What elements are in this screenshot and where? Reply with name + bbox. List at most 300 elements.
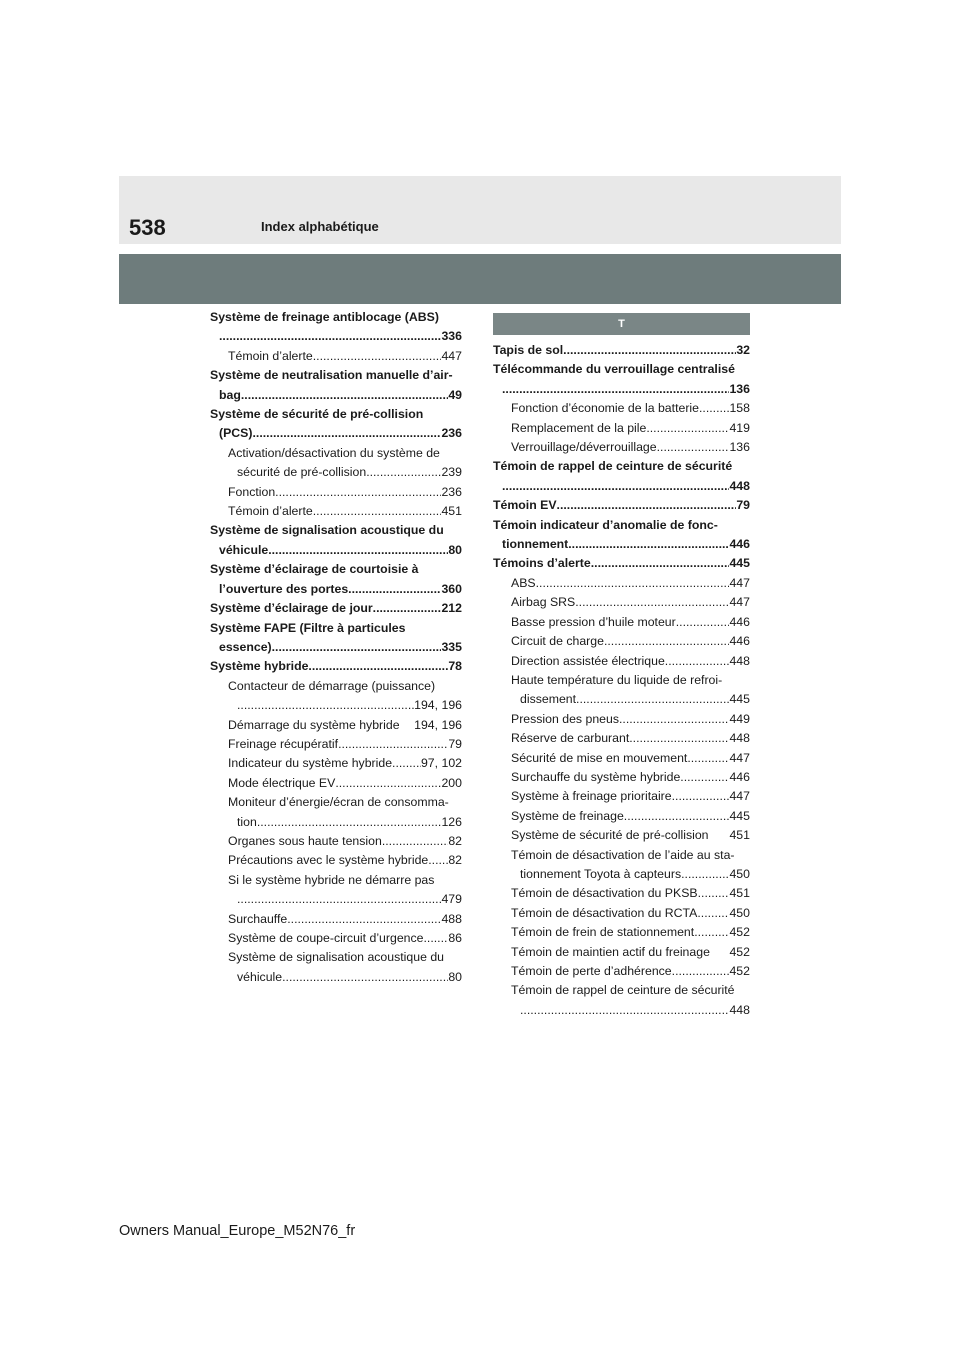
leader-dots xyxy=(241,386,448,405)
index-entry-line xyxy=(228,774,462,793)
leader-dots xyxy=(657,438,730,457)
index-entry-line xyxy=(228,968,462,987)
index-subentry xyxy=(493,613,750,632)
index-entry-line xyxy=(511,865,750,884)
index-entry-line xyxy=(511,710,750,729)
index-page-ref: 445 xyxy=(729,692,750,707)
index-subentry xyxy=(493,749,750,768)
index-entry-term: Surchauffe xyxy=(228,911,288,926)
index-page-ref: 452 xyxy=(729,964,750,978)
index-entry-line xyxy=(210,366,462,385)
index-entry-term: Fonction d’économie de la batterie xyxy=(511,401,699,416)
index-entry-term: Témoin EV xyxy=(493,498,557,513)
leader-dots xyxy=(392,754,421,773)
index-entry-line xyxy=(493,477,750,496)
index-page-ref: 97, 102 xyxy=(420,756,462,771)
index-entry-term: Circuit de charge xyxy=(511,634,604,649)
index-entry-term: sécurité de pré-collision xyxy=(237,465,367,480)
index-subentry xyxy=(210,735,462,754)
letter-heading-t: T xyxy=(493,313,750,335)
index-subentry xyxy=(493,768,750,787)
index-entry-line xyxy=(493,535,750,554)
index-entry-line xyxy=(210,541,462,560)
leader-dots xyxy=(697,904,729,923)
index-entry-term: Mode électrique EV xyxy=(228,775,336,790)
index-page-ref: 236 xyxy=(441,484,462,499)
leader-dots xyxy=(520,1001,729,1020)
index-entry-line xyxy=(511,768,750,787)
index-page-ref: 32 xyxy=(736,343,750,357)
index-subentry xyxy=(210,929,462,948)
index-entry-line xyxy=(228,502,462,521)
leader-dots xyxy=(348,580,441,599)
leader-dots xyxy=(672,787,730,806)
index-entry-term: l’ouverture des portes xyxy=(219,581,349,596)
index-page-ref: 136 xyxy=(729,440,750,455)
leader-dots xyxy=(237,696,414,715)
index-entry-line xyxy=(210,619,462,638)
index-entry-term: Remplacement de la pile xyxy=(511,420,647,435)
leader-dots xyxy=(699,399,729,418)
index-page-ref: 194, 196 xyxy=(414,698,462,713)
index-entry-line xyxy=(511,593,750,612)
index-entry xyxy=(210,366,462,405)
index-subentry xyxy=(210,444,462,483)
index-entry-term: Sécurité de mise en mouvement xyxy=(511,750,688,765)
index-entry-term: Airbag SRS xyxy=(511,595,576,610)
index-entry-line xyxy=(228,851,462,870)
index-entry-line xyxy=(493,554,750,573)
index-entry-line xyxy=(228,754,462,773)
index-entry-line xyxy=(210,638,462,657)
index-page-ref: 445 xyxy=(729,808,750,823)
leader-dots xyxy=(591,554,730,573)
index-entry-line xyxy=(511,613,750,632)
index-entry-term: Haute température du liquide de refroi- xyxy=(511,672,723,687)
index-entry xyxy=(210,619,462,658)
index-entry xyxy=(493,516,750,555)
index-page-ref: 451 xyxy=(441,504,462,519)
index-entry-line xyxy=(511,904,750,923)
index-entry-line xyxy=(511,923,750,942)
leader-dots xyxy=(282,968,448,987)
leader-dots xyxy=(646,419,729,438)
index-subentry xyxy=(210,910,462,929)
leader-dots xyxy=(665,652,730,671)
index-page-ref: 335 xyxy=(441,639,462,654)
index-entry-term: véhicule xyxy=(237,969,283,984)
leader-gap xyxy=(710,943,730,962)
index-entry-line xyxy=(228,910,462,929)
index-entry-term: Témoin de maintien actif du freinage xyxy=(511,944,710,959)
index-entry-term: essence) xyxy=(219,639,272,654)
index-entry-term: Système de freinage antiblocage (ABS) xyxy=(210,310,439,324)
leader-dots xyxy=(373,599,442,618)
leader-dots xyxy=(536,574,730,593)
index-page-ref: 448 xyxy=(729,653,750,668)
index-subentry xyxy=(210,677,462,716)
leader-dots xyxy=(680,768,729,787)
index-page-ref: 448 xyxy=(729,731,750,746)
index-entry-term: Système de sécurité de pré-collision xyxy=(210,407,424,422)
index-entry-line xyxy=(228,347,462,366)
index-subentry xyxy=(493,652,750,671)
index-entry-term: Système de sécurité de pré-collision xyxy=(511,828,709,843)
index-page-ref: 78 xyxy=(448,659,462,674)
index-entry-term: Témoin indicateur d’anomalie de fonc- xyxy=(493,517,718,532)
index-page-ref: 80 xyxy=(448,542,462,557)
index-page-ref: 479 xyxy=(441,892,462,907)
index-list-t xyxy=(493,341,750,1020)
leader-dots xyxy=(237,890,441,909)
index-subentry xyxy=(210,754,462,773)
index-entry-line xyxy=(228,716,462,735)
index-entry-term: Moniteur d’énergie/écran de consomma- xyxy=(228,795,449,810)
index-entry xyxy=(493,554,750,573)
leader-dots xyxy=(575,593,729,612)
index-entry-line xyxy=(228,483,462,502)
index-entry-term: Télécommande du verrouillage centralisé xyxy=(493,362,735,377)
leader-dots xyxy=(257,813,442,832)
leader-dots xyxy=(272,638,442,657)
index-page-ref: 80 xyxy=(448,969,462,984)
index-subentry xyxy=(493,710,750,729)
leader-dots xyxy=(687,749,729,768)
index-subentry xyxy=(493,923,750,942)
index-subentry xyxy=(210,948,462,987)
leader-dots xyxy=(366,463,441,482)
index-entry-term: Surchauffe du système hybride xyxy=(511,769,681,784)
index-subentry xyxy=(493,884,750,903)
leader-dots xyxy=(604,632,730,651)
index-page-ref: 449 xyxy=(729,711,750,726)
index-subentry xyxy=(493,438,750,457)
leader-dots xyxy=(576,690,729,709)
index-entry-term: Organes sous haute tension xyxy=(228,833,382,848)
index-entry-line xyxy=(210,657,462,676)
index-entry-line xyxy=(228,890,462,909)
index-entry-line xyxy=(511,943,750,962)
index-page-ref: 447 xyxy=(729,575,750,590)
index-entry-line xyxy=(228,871,462,890)
index-entry-line xyxy=(228,735,462,754)
index-entry xyxy=(493,341,750,360)
index-entry-term: Réserve de carburant xyxy=(511,731,630,746)
index-entry-line xyxy=(511,419,750,438)
index-entry-line xyxy=(511,574,750,593)
index-page-ref: 360 xyxy=(441,581,462,596)
index-entry xyxy=(493,496,750,515)
leader-dots xyxy=(219,327,441,346)
index-page-ref: 451 xyxy=(729,828,750,843)
leader-dots xyxy=(287,910,441,929)
leader-gap xyxy=(400,716,415,735)
leader-dots xyxy=(268,541,448,560)
index-page-ref: 452 xyxy=(729,944,750,959)
index-entry-line xyxy=(493,516,750,535)
index-entry-term: Basse pression d’huile moteur xyxy=(511,614,676,629)
index-page-ref: 445 xyxy=(729,556,750,571)
index-entry-term: dissement xyxy=(520,692,577,707)
leader-dots xyxy=(619,710,729,729)
index-entry-term: tionnement xyxy=(502,537,569,552)
index-subentry xyxy=(210,832,462,851)
index-entry-term: Témoin de désactivation du PKSB xyxy=(511,886,698,901)
index-entry-line xyxy=(511,399,750,418)
index-page-ref: 488 xyxy=(441,911,462,926)
index-subentry xyxy=(493,593,750,612)
index-entry xyxy=(210,405,462,444)
index-entry-term: Témoin de rappel de ceinture de sécurité xyxy=(493,459,733,474)
index-subentry xyxy=(493,729,750,748)
index-column-left xyxy=(210,308,462,987)
index-entry-line xyxy=(210,405,462,424)
index-page-ref: 452 xyxy=(729,925,750,940)
index-entry-line xyxy=(511,438,750,457)
index-entry-line xyxy=(511,749,750,768)
index-subentry xyxy=(493,399,750,418)
index-entry-line xyxy=(511,846,750,865)
index-subentry xyxy=(493,943,750,962)
index-page-ref: 447 xyxy=(729,750,750,765)
index-page-ref: 86 xyxy=(448,931,462,945)
leader-dots xyxy=(563,341,736,360)
index-page-ref: 451 xyxy=(729,886,750,901)
leader-dots xyxy=(313,347,442,366)
index-entry-term: Démarrage du système hybride xyxy=(228,717,400,732)
leader-dots xyxy=(502,380,729,399)
index-entry-term: ABS xyxy=(511,575,536,590)
index-page-ref: 446 xyxy=(729,769,750,784)
index-entry-line xyxy=(511,671,750,690)
index-entry xyxy=(493,360,750,399)
index-entry-line xyxy=(511,1001,750,1020)
index-entry-term: Système de signalisation acoustique du xyxy=(210,523,444,538)
leader-dots xyxy=(681,865,729,884)
index-entry-term: Système de coupe-circuit d’urgence xyxy=(228,931,424,945)
index-page-ref: 446 xyxy=(729,634,750,649)
index-subentry xyxy=(210,793,462,832)
index-entry-term: Freinage récupératif xyxy=(228,736,339,751)
index-page-ref: 446 xyxy=(729,537,750,552)
leader-dots xyxy=(694,923,729,942)
index-entry-line xyxy=(210,424,462,443)
index-entry-term: Pression des pneus xyxy=(511,711,620,726)
index-entry xyxy=(210,599,462,618)
index-entry-line xyxy=(511,729,750,748)
index-page-ref: 448 xyxy=(729,1002,750,1017)
index-subentry xyxy=(210,347,462,366)
section-title: Index alphabétique xyxy=(261,219,379,234)
index-entry-line xyxy=(210,327,462,346)
index-entry-line xyxy=(511,652,750,671)
index-entry-term: Système FAPE (Filtre à particules xyxy=(210,620,406,635)
leader-dots xyxy=(672,962,730,981)
index-entry-term: Témoin de désactivation du RCTA xyxy=(511,905,698,920)
index-page-ref: 448 xyxy=(729,478,750,493)
index-entry-term: (PCS) xyxy=(219,426,253,441)
index-subentry xyxy=(210,483,462,502)
index-page-ref: 446 xyxy=(729,614,750,629)
index-entry-line xyxy=(511,826,750,845)
footer-doc-id: Owners Manual_Europe_M52N76_fr xyxy=(119,1223,356,1239)
index-entry-term: bag xyxy=(219,387,241,402)
index-entry-line xyxy=(228,444,462,463)
leader-dots xyxy=(557,496,737,515)
leader-dots xyxy=(382,832,448,851)
leader-dots xyxy=(502,477,729,496)
leader-dots xyxy=(275,483,441,502)
index-entry-line xyxy=(228,832,462,851)
index-entry xyxy=(493,457,750,496)
index-page-ref: 336 xyxy=(441,329,462,344)
index-entry-line xyxy=(228,813,462,832)
index-entry-line xyxy=(511,807,750,826)
index-page-ref: 212 xyxy=(441,601,462,616)
index-entry-line xyxy=(228,948,462,967)
leader-dots xyxy=(335,774,441,793)
index-entry-line xyxy=(228,463,462,482)
index-entry-term: Témoin d’alerte xyxy=(228,348,313,363)
index-entry-term: tionnement Toyota à capteurs xyxy=(520,866,682,881)
index-entry-line xyxy=(493,360,750,379)
leader-dots xyxy=(338,735,448,754)
index-page-ref: 79 xyxy=(448,736,462,751)
index-subentry xyxy=(493,671,750,710)
page-number: 538 xyxy=(129,215,166,240)
index-entry-term: Système de signalisation acoustique du xyxy=(228,950,445,965)
index-subentry xyxy=(493,807,750,826)
leader-dots xyxy=(676,613,730,632)
index-entry-line xyxy=(511,632,750,651)
index-entry-line xyxy=(511,981,750,1000)
index-entry-term: Tapis de sol xyxy=(493,343,564,357)
index-entry-line xyxy=(228,677,462,696)
index-entry-term: véhicule xyxy=(219,542,269,557)
index-page-ref: 447 xyxy=(441,348,462,363)
index-entry-line xyxy=(493,341,750,360)
index-entry xyxy=(210,560,462,599)
leader-dots xyxy=(568,535,729,554)
index-page-ref: 447 xyxy=(729,789,750,804)
index-subentry xyxy=(493,826,750,845)
index-page-ref: 236 xyxy=(441,426,462,441)
index-page-ref: 200 xyxy=(441,775,462,790)
index-entry-term: Témoin de perte d’adhérence xyxy=(511,964,672,978)
leader-dots xyxy=(629,729,729,748)
index-entry-line xyxy=(228,793,462,812)
index-entry-term: Précautions avec le système hybride xyxy=(228,853,429,868)
index-entry xyxy=(210,308,462,347)
index-subentry xyxy=(493,904,750,923)
index-entry-term: Verrouillage/déverrouillage xyxy=(511,440,657,455)
index-entry-term: Contacteur de démarrage (puissance) xyxy=(228,678,436,693)
index-subentry xyxy=(493,632,750,651)
index-entry-term: Si le système hybride ne démarre pas xyxy=(228,872,435,887)
index-entry-term: Témoin de désactivation de l’aide au sta- xyxy=(511,847,735,862)
index-subentry xyxy=(493,981,750,1020)
index-entry-term: Direction assistée électrique xyxy=(511,653,665,668)
leader-dots xyxy=(313,502,442,521)
index-entry-line xyxy=(511,884,750,903)
index-entry xyxy=(210,657,462,676)
index-entry-term: Système d’éclairage de jour xyxy=(210,601,373,616)
index-page-ref: 79 xyxy=(736,498,750,513)
index-subentry xyxy=(493,846,750,885)
header-bar xyxy=(119,176,841,244)
index-entry-term: Indicateur du système hybride xyxy=(228,756,393,771)
index-entry-term: Système d’éclairage de courtoisie à xyxy=(210,562,419,577)
leader-dots xyxy=(428,851,448,870)
index-page-ref: 194, 196 xyxy=(414,717,462,732)
index-entry-line xyxy=(210,580,462,599)
index-entry-line xyxy=(493,457,750,476)
index-page-ref: 447 xyxy=(729,595,750,610)
index-page-ref: 158 xyxy=(729,401,750,416)
index-entry-term: Témoins d’alerte xyxy=(493,556,591,571)
index-entry-line xyxy=(210,521,462,540)
index-entry-term: Activation/désactivation du système de xyxy=(228,445,440,460)
index-entry-term: Système de neutralisation manuelle d’air- xyxy=(210,368,453,383)
index-subentry xyxy=(493,419,750,438)
index-entry-line xyxy=(493,496,750,515)
index-entry-line xyxy=(228,696,462,715)
leader-dots xyxy=(698,884,730,903)
index-entry-term: Témoin de frein de stationnement xyxy=(511,925,695,940)
index-page-ref: 239 xyxy=(441,465,462,480)
leader-dots xyxy=(624,807,730,826)
index-subentry xyxy=(210,871,462,910)
index-subentry xyxy=(210,502,462,521)
index-entry xyxy=(210,521,462,560)
index-page-ref: 450 xyxy=(729,866,750,881)
index-entry-term: Témoin de rappel de ceinture de sécurité xyxy=(511,983,735,998)
index-page-ref: 82 xyxy=(448,853,462,868)
index-page-ref: 82 xyxy=(448,833,462,848)
index-entry-line xyxy=(228,929,462,948)
index-page-ref: 49 xyxy=(448,387,462,402)
index-entry-line xyxy=(210,308,462,327)
index-subentry xyxy=(210,716,462,735)
header-band xyxy=(119,254,841,304)
index-entry-term: Système hybride xyxy=(210,659,309,674)
index-entry-term: Fonction xyxy=(228,484,276,499)
index-entry-line xyxy=(493,380,750,399)
index-entry-line xyxy=(210,386,462,405)
index-entry-term: tion xyxy=(237,814,257,829)
leader-dots xyxy=(252,424,441,443)
index-entry-term: Témoin d’alerte xyxy=(228,504,313,519)
index-page-ref: 419 xyxy=(729,420,750,435)
index-entry-line xyxy=(210,599,462,618)
index-page-ref: 126 xyxy=(441,814,462,829)
index-column-right xyxy=(493,308,750,1020)
leader-gap xyxy=(709,826,730,845)
index-page-ref: 450 xyxy=(729,905,750,920)
index-subentry xyxy=(493,787,750,806)
index-subentry xyxy=(210,851,462,870)
index-subentry xyxy=(493,574,750,593)
index-entry-line xyxy=(210,560,462,579)
index-entry-term: Système à freinage prioritaire xyxy=(511,789,672,804)
index-subentry xyxy=(493,962,750,981)
index-entry-line xyxy=(511,690,750,709)
index-subentry xyxy=(210,774,462,793)
index-entry-line xyxy=(511,962,750,981)
leader-dots xyxy=(423,929,448,948)
leader-dots xyxy=(308,657,448,676)
index-entry-line xyxy=(511,787,750,806)
